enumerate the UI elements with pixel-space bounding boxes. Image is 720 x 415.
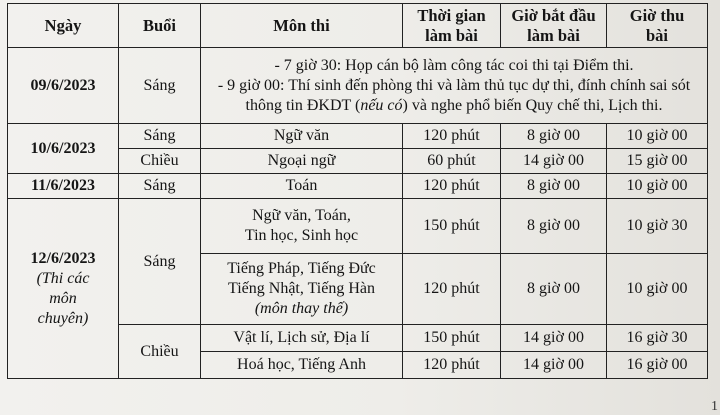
end-time-cell: 10 giờ 00 (607, 254, 708, 325)
header-start-line2: làm bài (527, 25, 580, 45)
session-cell: Sáng (119, 48, 201, 124)
session-cell: Sáng (119, 174, 201, 199)
subject-cell (201, 254, 403, 325)
duration-cell: 150 phút (403, 325, 501, 352)
note-line: - 7 giờ 30: Họp cán bộ làm công tác coi thi tại Điểm thi. (274, 56, 634, 74)
header-duration-line2: làm bài (425, 25, 478, 45)
subject-cell (201, 199, 403, 254)
end-time-cell: 16 giờ 00 (607, 352, 708, 379)
header-start (501, 4, 607, 48)
end-time-cell: 10 giờ 00 (607, 174, 708, 199)
duration-cell: 120 phút (403, 352, 501, 379)
header-duration (403, 4, 501, 48)
note-text: - 9 giờ 00: Thí sinh đến phòng thi và làm thủ tục dự thi, đính chính sai sót thông tin ĐKDT ( (217, 76, 691, 114)
subject-line: Tiếng Nhật, Tiếng Hàn (228, 280, 375, 297)
subject-cell: Toán (201, 174, 403, 199)
day-note-line: chuyên) (37, 309, 89, 327)
duration-cell: 120 phút (403, 174, 501, 199)
header-session: Buổi (119, 4, 201, 48)
end-time-cell: 15 giờ 00 (607, 149, 708, 174)
day-cell (8, 199, 119, 379)
day-note-line: môn (49, 289, 77, 307)
session-cell: Sáng (119, 124, 201, 149)
start-time-cell: 8 giờ 00 (501, 124, 607, 149)
header-subject: Môn thi (201, 4, 403, 48)
start-time-cell: 8 giờ 00 (501, 254, 607, 325)
day-date: 12/6/2023 (30, 249, 96, 267)
header-end-line2: bài (645, 25, 668, 45)
header-end-line1: Giờ thu (629, 5, 685, 25)
page-corner-mark: 1 (711, 399, 718, 414)
table-row (8, 199, 708, 254)
day-note-line: (Thi các (36, 269, 90, 287)
duration-cell: 120 phút (403, 254, 501, 325)
subject-line: Tiếng Pháp, Tiếng Đức (227, 260, 376, 277)
session-cell: Chiều (119, 149, 201, 174)
start-time-cell: 14 giờ 00 (501, 149, 607, 174)
subject-cell: Ngữ văn (201, 124, 403, 149)
day-cell: 09/6/2023 (8, 48, 119, 124)
end-time-cell: 16 giờ 30 (607, 325, 708, 352)
start-time-cell: 8 giờ 00 (501, 199, 607, 254)
table-row (8, 174, 708, 199)
duration-cell: 60 phút (403, 149, 501, 174)
subject-note: (môn thay thế) (254, 300, 349, 317)
start-time-cell: 14 giờ 00 (501, 325, 607, 352)
subject-cell: Ngoại ngữ (201, 149, 403, 174)
note-text-italic: nếu có (360, 96, 403, 114)
subject-cell: Vật lí, Lịch sử, Địa lí (201, 325, 403, 352)
end-time-cell: 10 giờ 00 (607, 124, 708, 149)
header-day: Ngày (8, 4, 119, 48)
table-row (8, 48, 708, 124)
duration-cell: 150 phút (403, 199, 501, 254)
session-cell: Chiều (119, 325, 201, 379)
subject-line: Tin học, Sinh học (244, 227, 359, 244)
note-text: ) và nghe phổ biến Quy chế thi, Lịch thi. (402, 96, 663, 114)
header-duration-line1: Thời gian (417, 5, 486, 25)
duration-cell: 120 phút (403, 124, 501, 149)
start-time-cell: 14 giờ 00 (501, 352, 607, 379)
orientation-notes-cell (201, 48, 708, 124)
table-row (8, 124, 708, 149)
day-cell: 10/6/2023 (8, 124, 119, 174)
start-time-cell: 8 giờ 00 (501, 174, 607, 199)
note-line (205, 76, 703, 116)
subject-cell: Hoá học, Tiếng Anh (201, 352, 403, 379)
subject-line: Ngữ văn, Toán, (252, 207, 351, 224)
header-start-line1: Giờ bắt đầu (511, 5, 596, 25)
table-header-row (8, 4, 708, 48)
exam-schedule-table (7, 3, 708, 379)
end-time-cell: 10 giờ 30 (607, 199, 708, 254)
day-cell: 11/6/2023 (8, 174, 119, 199)
session-cell: Sáng (119, 199, 201, 325)
header-end (607, 4, 708, 48)
